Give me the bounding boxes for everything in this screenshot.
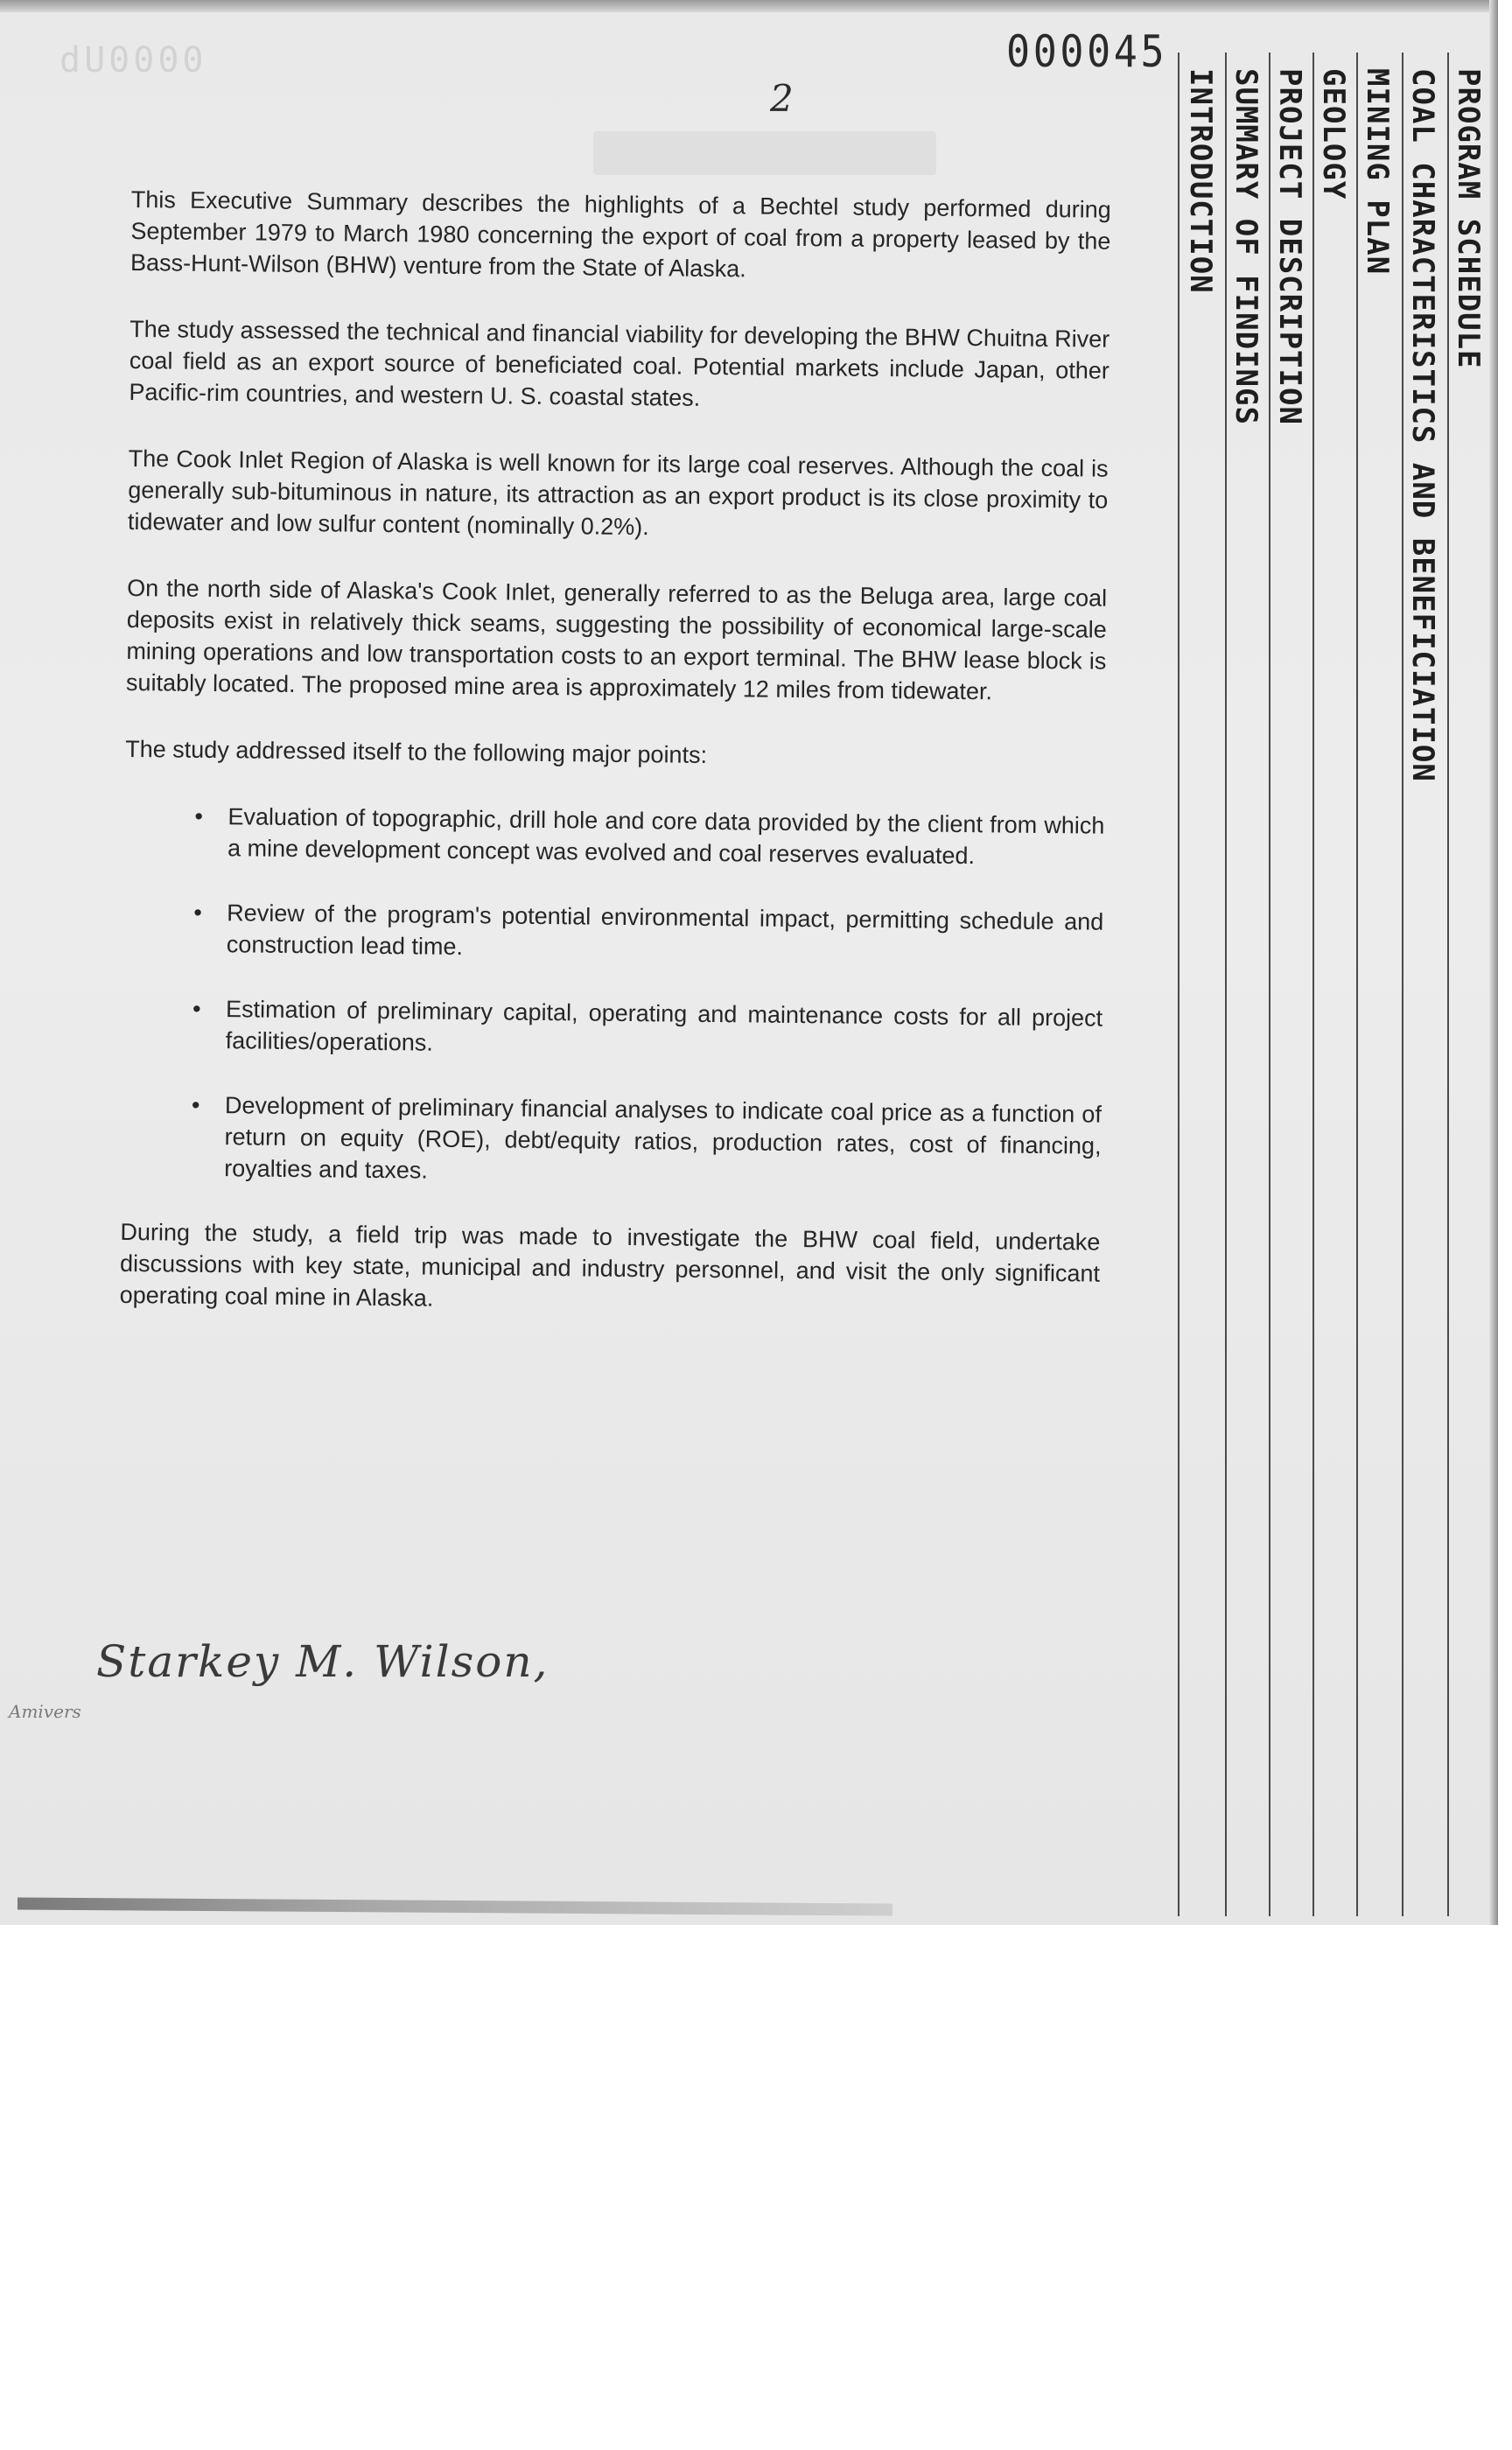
list-item-text: Estimation of preliminary capital, operating and maintenance costs for all project facilities/operations. (225, 996, 1103, 1056)
scan-smudge (593, 131, 936, 175)
tab-project-description[interactable]: PROJECT DESCRIPTION (1272, 68, 1307, 425)
tab-introduction[interactable]: INTRODUCTION (1183, 68, 1218, 294)
list-item (122, 992, 1103, 1066)
bullet-icon: • (192, 995, 201, 1022)
signature: Starkey M. Wilson, (96, 1636, 550, 1687)
faint-stamp: dU0000 (60, 40, 207, 80)
tab-coal-characteristics[interactable]: COAL CHARACTERISTICS AND BENEFICIATION (1405, 68, 1440, 782)
handwritten-page-number: 2 (770, 77, 794, 120)
paragraph-study-scope: The study assessed the technical and financial viability for developing the BHW Chuitna River coal field as an export source of beneficiated coal. Potential markets include Japan, other Pacific-rim countries, and western U. S. coastal states. (129, 315, 1110, 411)
list-item-text: Development of preliminary financial analyses to indicate coal price as a function of return on equity (ROE), debt/equity ratios, production rates, cost of financing, royalties and taxes. (224, 1092, 1102, 1184)
tab-divider (1356, 52, 1358, 1916)
tab-divider (1225, 52, 1227, 1916)
list-item-text: Evaluation of topographic, drill hole and core data provided by the client from which a mine development concept was evolved and coal reserves evaluated. (227, 803, 1105, 870)
tab-divider (1312, 52, 1314, 1916)
paragraph-field-trip: During the study, a field trip was made to investigate the BHW coal field, undertake discussions with key state, municipal and industry personnel, and visit the only significant operating coal mine in Alaska. (119, 1218, 1101, 1312)
list-item (124, 800, 1105, 873)
tab-divider (1402, 52, 1404, 1916)
bullet-icon: • (194, 802, 204, 830)
margin-annotation: Amivers (9, 1701, 81, 1722)
page-bottom-edge (18, 1898, 892, 1916)
paragraph-intro: This Executive Summary describes the highlights of a Bechtel study performed during September 1979 to March 1980 concerning the export of coal from a property leased by the Bass-Hunt-Wilson (BHW) venture from the State of Alaska. (130, 186, 1111, 283)
executive-summary-body (119, 184, 1111, 1356)
bullet-icon: • (191, 1091, 200, 1118)
tab-geology[interactable]: GEOLOGY (1316, 68, 1351, 200)
page-number-stamp: 000045 (1006, 26, 1168, 77)
paragraph-beluga-area: On the north side of Alaska's Cook Inlet, generally referred to as the Beluga area, large coal deposits exist in relatively thick seams, suggesting the possibility of economical large-scale mining operations and low transportation costs to an export terminal. The BHW lease block is suitably located. The proposed mine area is approximately 12 miles from tidewater. (125, 574, 1108, 705)
page-top-edge (0, 0, 1498, 12)
paragraph-major-points-intro: The study addressed itself to the following major points: (125, 735, 708, 768)
tab-program-schedule[interactable]: PROGRAM SCHEDULE (1451, 68, 1486, 369)
list-item (123, 896, 1104, 970)
page-right-edge (1489, 0, 1498, 1925)
list-item-text: Review of the program's potential environmental impact, permitting schedule and construction lead time. (226, 900, 1104, 961)
tab-mining-plan[interactable]: MINING PLAN (1360, 68, 1395, 276)
major-points-list (121, 800, 1105, 1194)
tab-divider (1447, 52, 1449, 1916)
list-item (121, 1088, 1102, 1194)
tab-divider (1178, 52, 1180, 1916)
paragraph-cook-inlet: The Cook Inlet Region of Alaska is well known for its large coal reserves. Although the coal is generally sub-bituminous in nature, its attraction as an export product is its close proximity to tidewater and low sulfur content (nominally 0.2%). (127, 444, 1109, 541)
tab-summary-of-findings[interactable]: SUMMARY OF FINDINGS (1228, 68, 1264, 425)
tab-divider (1269, 52, 1270, 1916)
bullet-icon: • (193, 899, 202, 926)
